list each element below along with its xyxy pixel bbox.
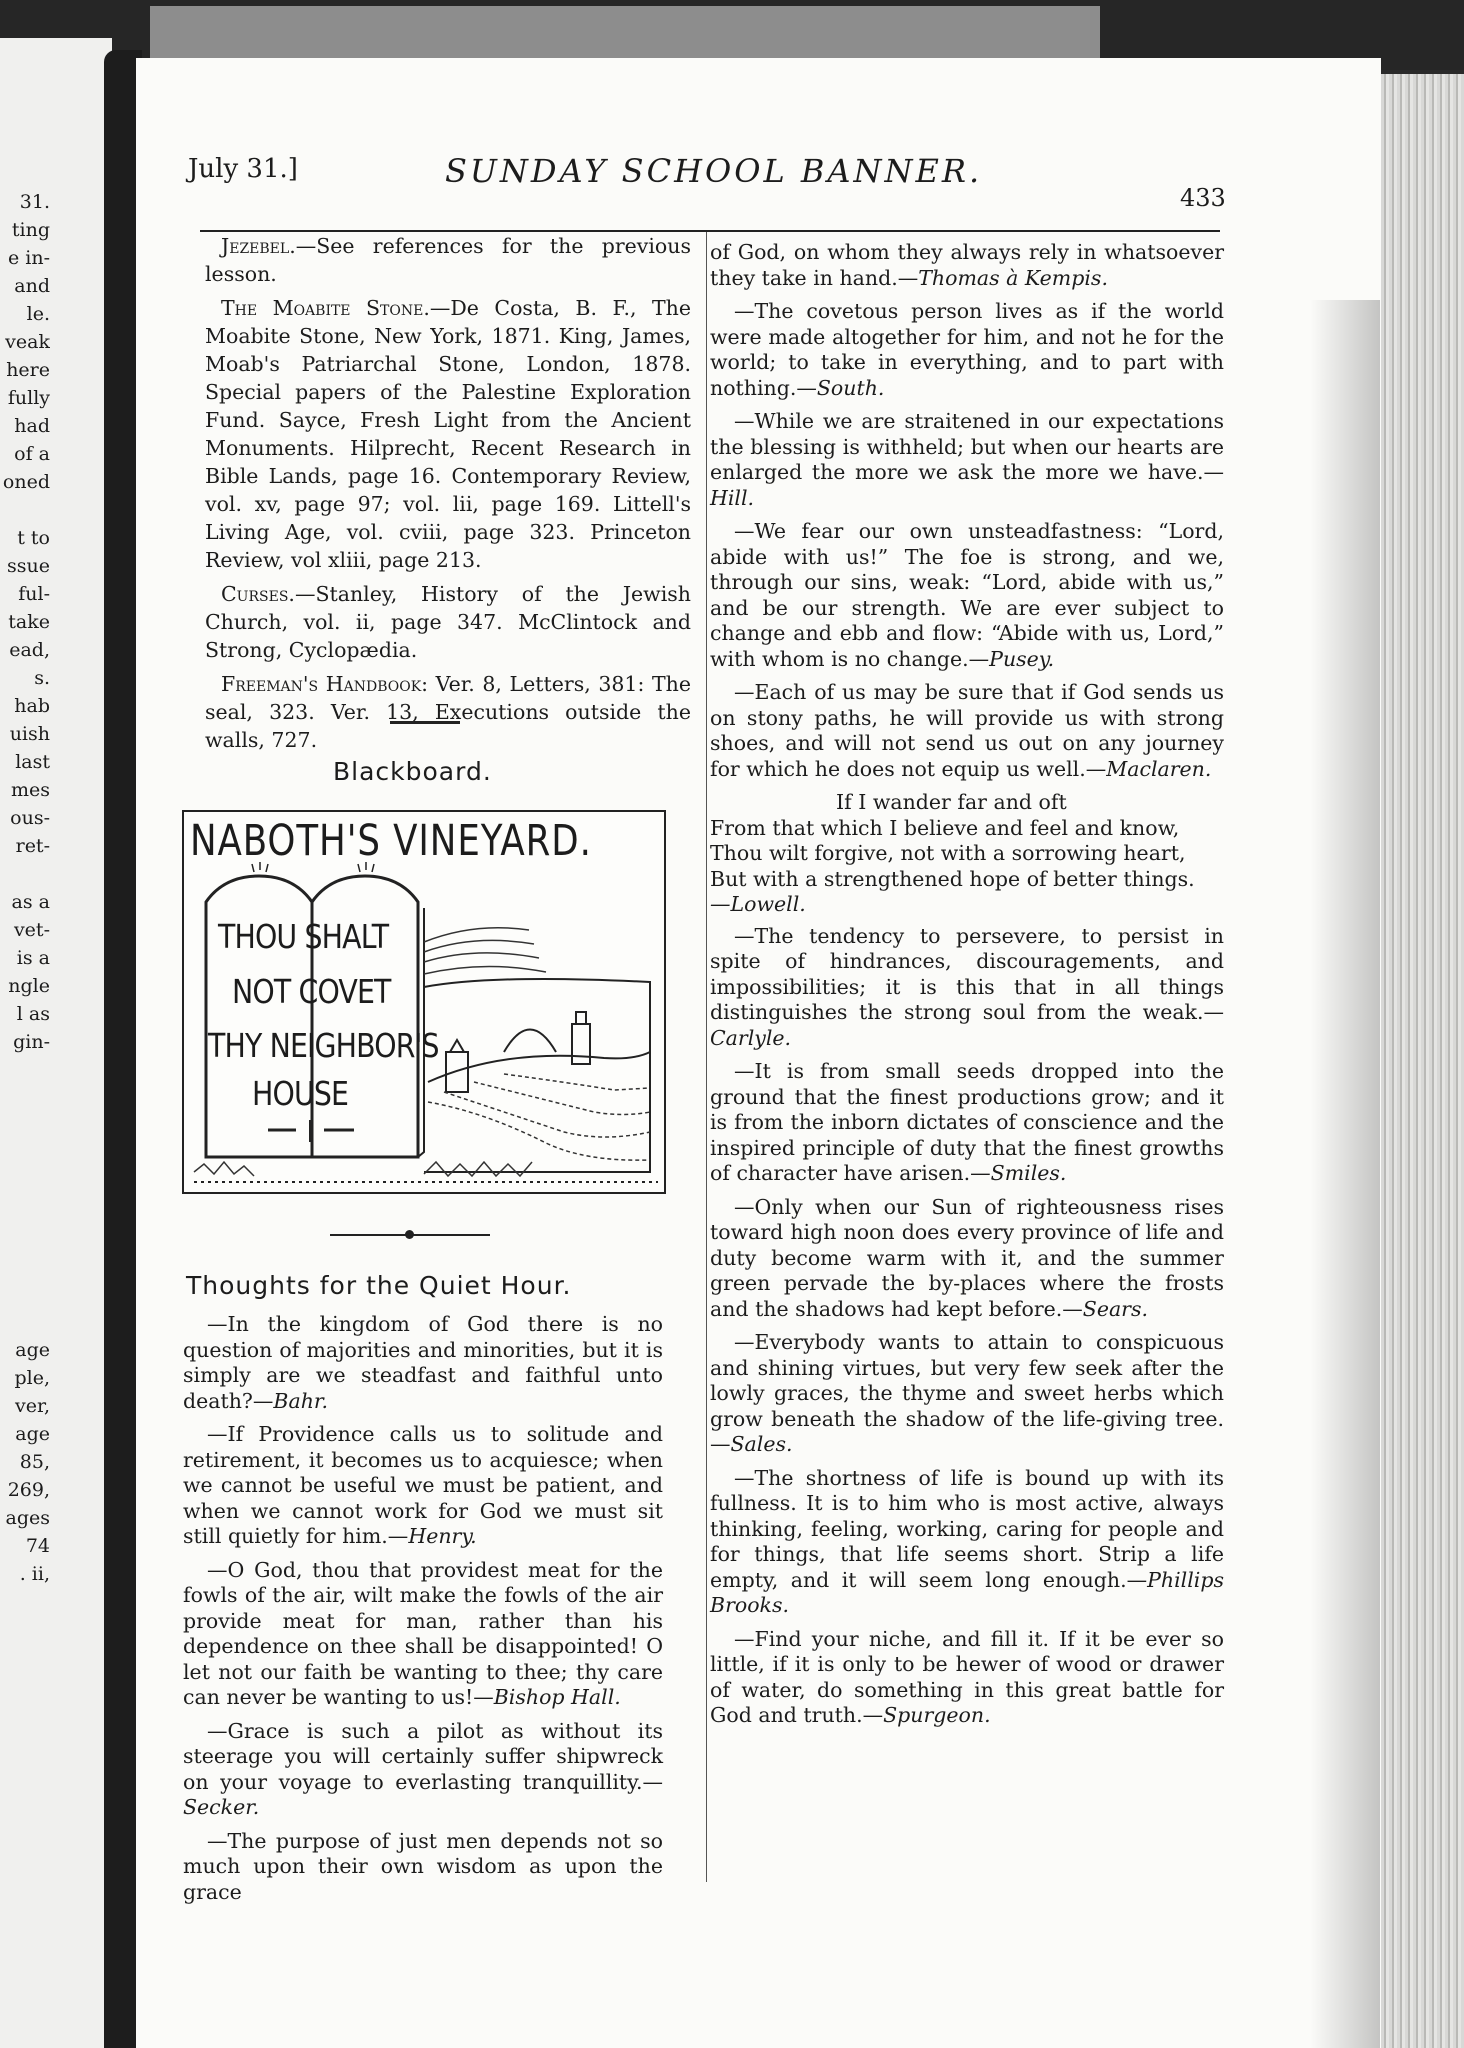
facing-page-fragment: e in- <box>7 247 50 269</box>
facing-page-fragment: le. <box>26 303 50 325</box>
page-shadow <box>1310 300 1380 2048</box>
header-date: July 31.] <box>188 154 298 184</box>
poem-author: —Lowell. <box>710 892 806 916</box>
blackboard-line-2: NOT COVET <box>232 972 391 1011</box>
poem <box>710 790 1224 918</box>
facing-page-fragment: oned <box>2 471 50 493</box>
page-edges <box>1381 74 1464 2048</box>
facing-page-fragment: 31. <box>19 191 50 213</box>
facing-page-fragment: take <box>8 611 50 633</box>
quote: —The purpose of just men depends not so much upon their own wisdom as upon the grace <box>183 1828 663 1904</box>
facing-page-fragment: ous- <box>10 807 50 829</box>
facing-page-fragment: hab <box>14 695 50 717</box>
facing-page-fragment: of a <box>14 443 50 465</box>
thoughts-heading: Thoughts for the Quiet Hour. <box>186 1271 572 1300</box>
facing-page-fragment: ting <box>11 219 50 241</box>
facing-page-fragment: veak <box>5 331 50 353</box>
facing-page-fragment: 269, <box>7 1479 50 1501</box>
blackboard-heading: Blackboard. <box>333 757 492 786</box>
facing-page-fragment: ple, <box>14 1367 50 1389</box>
poem-line: From that which I believe and feel and know, <box>710 815 1180 840</box>
facing-page-fragment: fully <box>7 387 50 409</box>
quote: —O God, thou that providest meat for the fowls of the air, wilt make the fowls of the air provide meat for man, rather than his dependence on thee shall be disappointed! O let not our faith be wanting to thee; thy care can never be wanting to us!—Bishop Hall. <box>183 1557 663 1709</box>
quote: —Each of us may be sure that if God sends us on stony paths, he will provide us with strong shoes, and will not send us out on any journey for which he does not equip us well.—Maclaren. <box>710 680 1224 781</box>
facing-page-fragment: 85, <box>19 1451 50 1473</box>
facing-page-text <box>0 188 50 1588</box>
quote: —In the kingdom of God there is no question of majorities and minorities, but it is simply are we steadfast and faithful unto death?—Bahr. <box>183 1312 663 1413</box>
facing-page-fragment: . ii, <box>19 1563 50 1585</box>
header-title: SUNDAY SCHOOL BANNER. <box>445 152 983 190</box>
blackboard-line-1: THOU SHALT <box>218 917 389 956</box>
facing-page-fragment: ages <box>5 1507 50 1529</box>
facing-page-fragment: l as <box>16 1003 50 1025</box>
poem-line: But with a strengthened hope of better things. <box>710 866 1195 891</box>
facing-page-fragment: ful- <box>18 583 50 605</box>
quote: —The tendency to persevere, to persist in spite of hindrances, discouragements, and impossibilities; it is this that in all things distinguishes the strong soul from the weak.—Carlyle. <box>710 923 1224 1050</box>
blackboard-line-3: THY NEIGHBOR'S <box>208 1026 439 1065</box>
facing-page-fragment: as a <box>11 891 50 913</box>
facing-page-fragment: 74 <box>25 1535 50 1557</box>
facing-page-fragment <box>0 860 50 888</box>
quote: —Everybody wants to attain to conspicuous and shining virtues, but very few seek after the lowly graces, the thyme and sweet herbs which grow beneath the shadow of the life-giving tree. —Sales. <box>710 1330 1224 1456</box>
facing-page-fragment: here <box>6 359 50 381</box>
quote: —We fear our own unsteadfastness: “Lord, abide with us!” The foe is strong, and we, through our sins, weak: “Lord, abide with us,” and be our strength. We are ever subject to change and ebb and flow: “Abide with us, Lord,” with whom is no change.—Pusey. <box>710 519 1224 671</box>
facing-page-fragment: s. <box>34 667 50 689</box>
blackboard-line-4: HOUSE <box>252 1074 349 1113</box>
reference-freemans-handbook: Freeman's Handbook: Ver. 8, Letters, 381: The seal, 323. Ver. 13, Executions outside the walls, 727. <box>205 672 691 752</box>
ornament-dot <box>405 1230 414 1239</box>
reference-moabite-stone: The Moabite Stone.—De Costa, B. F., The Moabite Stone, New York, 1871. King, James, Moab's Patriarchal Stone, London, 1878. Special papers of the Palestine Exploration Fund. Sayce, Fresh Light from the Ancient Monuments. Hilprecht, Recent Research in Bible Lands, page 16. Contemporary Review, vol. xv, page 97; vol. lii, page 169. Littell's Living Age, vol. cviii, page 323. Princeton Review, vol xliii, page 213. <box>205 296 692 572</box>
poem-line: If I wander far and oft <box>836 790 1067 814</box>
facing-page-fragment: ssue <box>7 555 50 577</box>
scan-background-strip <box>150 6 1100 64</box>
reference-jezebel: Jezebel.—See references for the previous lesson. <box>205 234 691 286</box>
facing-page-fragment: age <box>15 1339 50 1361</box>
quote: —Grace is such a pilot as without its steerage you will certainly suffer shipwreck on your voyage to everlasting tranquillity.—Secker. <box>183 1718 663 1819</box>
column-divider <box>706 232 707 1882</box>
references-section <box>205 232 691 760</box>
right-quotes <box>710 240 1224 1737</box>
left-quotes <box>183 1312 663 1913</box>
facing-page-fragment: ngle <box>8 975 50 997</box>
facing-page-fragment: last <box>15 751 50 773</box>
quote: —While we are straitened in our expectations the blessing is withheld; but when our hearts are enlarged the more we ask the more we have.—Hill. <box>710 409 1224 510</box>
facing-page-fragment: mes <box>10 779 50 801</box>
section-rule <box>390 721 460 724</box>
quote: —Find your niche, and fill it. If it be ever so little, if it is only to be hewer of wood or drawer of water, do something in this great battle for God and truth.—Spurgeon. <box>710 1626 1224 1727</box>
facing-page-fragment: t to <box>17 527 50 549</box>
quote: —The shortness of life is bound up with its fullness. It is to him who is most active, always thinking, feeling, working, caring for people and for things, that life seems short. Strip a life empty, and it will seem long enough.—Phillips Brooks. <box>710 1465 1224 1617</box>
quote: —Only when our Sun of righteousness rises toward high noon does every province of life and duty become warm with it, and the summer green pervade the by-places where the frosts and the shadows had kept before.—Sears. <box>710 1194 1224 1321</box>
poem-line: Thou wilt forgive, not with a sorrowing heart, <box>710 841 1186 865</box>
facing-page-fragment: is a <box>16 947 50 969</box>
quote: —It is from small seeds dropped into the ground that the finest productions grow; and it is from the inborn dictates of conscience and the inspired principle of duty that the finest growths of character have arisen.—Smiles. <box>710 1059 1224 1185</box>
facing-page-fragment <box>0 496 50 524</box>
facing-page-fragment: ver, <box>14 1395 50 1417</box>
blackboard-title: NABOTH'S VINEYARD. <box>190 816 592 866</box>
quote-continuation: of God, on whom they always rely in whatsoever they take in hand.—Thomas à Kempis. <box>710 240 1224 290</box>
facing-page-fragment: ret- <box>15 835 50 857</box>
facing-page <box>0 38 112 2048</box>
facing-page-fragment: vet- <box>13 919 50 941</box>
facing-page-fragment: and <box>14 275 50 297</box>
facing-page-fragment: gin- <box>13 1031 50 1053</box>
reference-curses: Curses.—Stanley, History of the Jewish Church, vol. ii, page 347. McClintock and Strong, Cyclopædia. <box>205 582 691 662</box>
facing-page-fragment: uish <box>9 723 50 745</box>
quote: —If Providence calls us to solitude and retirement, it becomes us to acquiesce; when we cannot be useful we must be patient, and when we cannot work for God we must sit still quietly for him.—Henry. <box>183 1422 663 1548</box>
facing-page-fragment: age <box>15 1423 50 1445</box>
facing-page-fragment: ead, <box>9 639 50 661</box>
quote: —The covetous person lives as if the world were made altogether for him, and not he for the world; to take in everything, and to part with nothing.—South. <box>710 299 1224 400</box>
blackboard-illustration <box>182 810 666 1194</box>
facing-page-fragment: had <box>14 415 50 437</box>
page-number: 433 <box>1180 184 1226 212</box>
